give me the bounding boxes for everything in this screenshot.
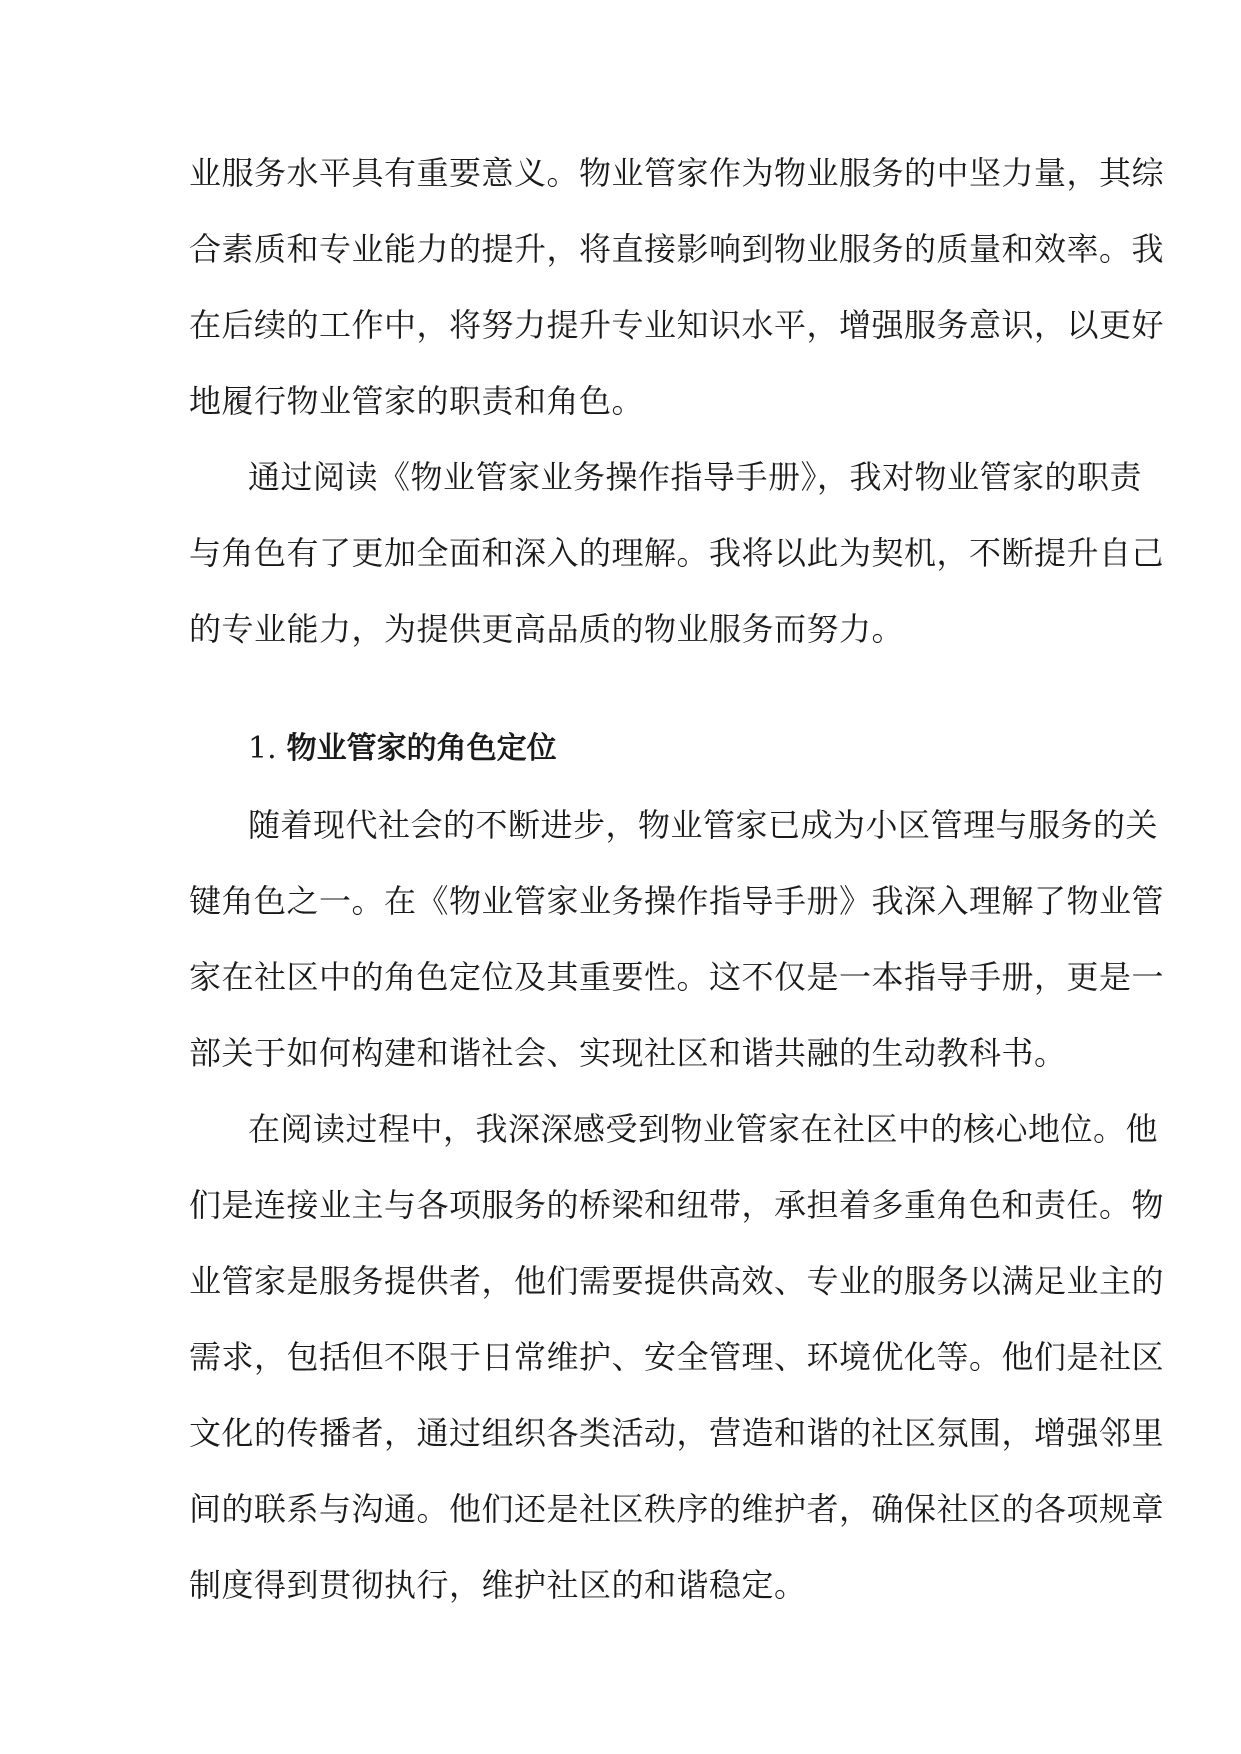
paragraph-line: 需求，包括但不限于日常维护、安全管理、环境优化等。他们是社区 [189,1338,1165,1376]
paragraph-line: 的专业能力，为提供更高品质的物业服务而努力。 [189,610,905,648]
paragraph-line: 们是连接业主与各项服务的桥梁和纽带，承担着多重角色和责任。物 [189,1186,1165,1224]
paragraph-line: 通过阅读《物业管家业务操作指导手册》，我对物业管家的职责 [248,458,1143,496]
paragraph-line: 间的联系与沟通。他们还是社区秩序的维护者，确保社区的各项规章 [189,1490,1165,1528]
paragraph-role-intro [189,787,1165,1091]
document-page [189,135,1165,1623]
paragraph-core-status [189,1091,1165,1623]
paragraph-line: 在后续的工作中，将努力提升专业知识水平，增强服务意识，以更好 [189,306,1165,344]
paragraph-line: 家在社区中的角色定位及其重要性。这不仅是一本指导手册，更是一 [189,958,1165,996]
paragraph-line: 制度得到贯彻执行，维护社区的和谐稳定。 [189,1566,807,1604]
paragraph-continuation [189,135,1165,439]
section-spacer [189,667,1055,711]
paragraph-line: 在阅读过程中，我深深感受到物业管家在社区中的核心地位。他 [248,1110,1159,1148]
paragraph-line: 地履行物业管家的职责和角色。 [189,382,645,420]
paragraph-line: 业管家是服务提供者，他们需要提供高效、专业的服务以满足业主的 [189,1262,1165,1300]
paragraph-line: 随着现代社会的不断进步，物业管家已成为小区管理与服务的关 [248,806,1159,844]
section-heading [189,711,1055,787]
paragraph-line: 部关于如何构建和谐社会、实现社区和谐共融的生动教科书。 [189,1034,1067,1072]
paragraph-conclusion [189,439,1165,667]
paragraph-line: 合素质和专业能力的提升，将直接影响到物业服务的质量和效率。我 [189,230,1165,268]
section-number: 1. [248,731,277,766]
paragraph-line: 业服务水平具有重要意义。物业管家作为物业服务的中坚力量，其综 [189,154,1165,192]
paragraph-line: 与角色有了更加全面和深入的理解。我将以此为契机，不断提升自己 [189,534,1165,572]
paragraph-line: 键角色之一。在《物业管家业务操作指导手册》我深入理解了物业管 [189,882,1165,920]
paragraph-line: 文化的传播者，通过组织各类活动，营造和谐的社区氛围，增强邻里 [189,1414,1165,1452]
section-title: 物业管家的角色定位 [286,731,557,766]
